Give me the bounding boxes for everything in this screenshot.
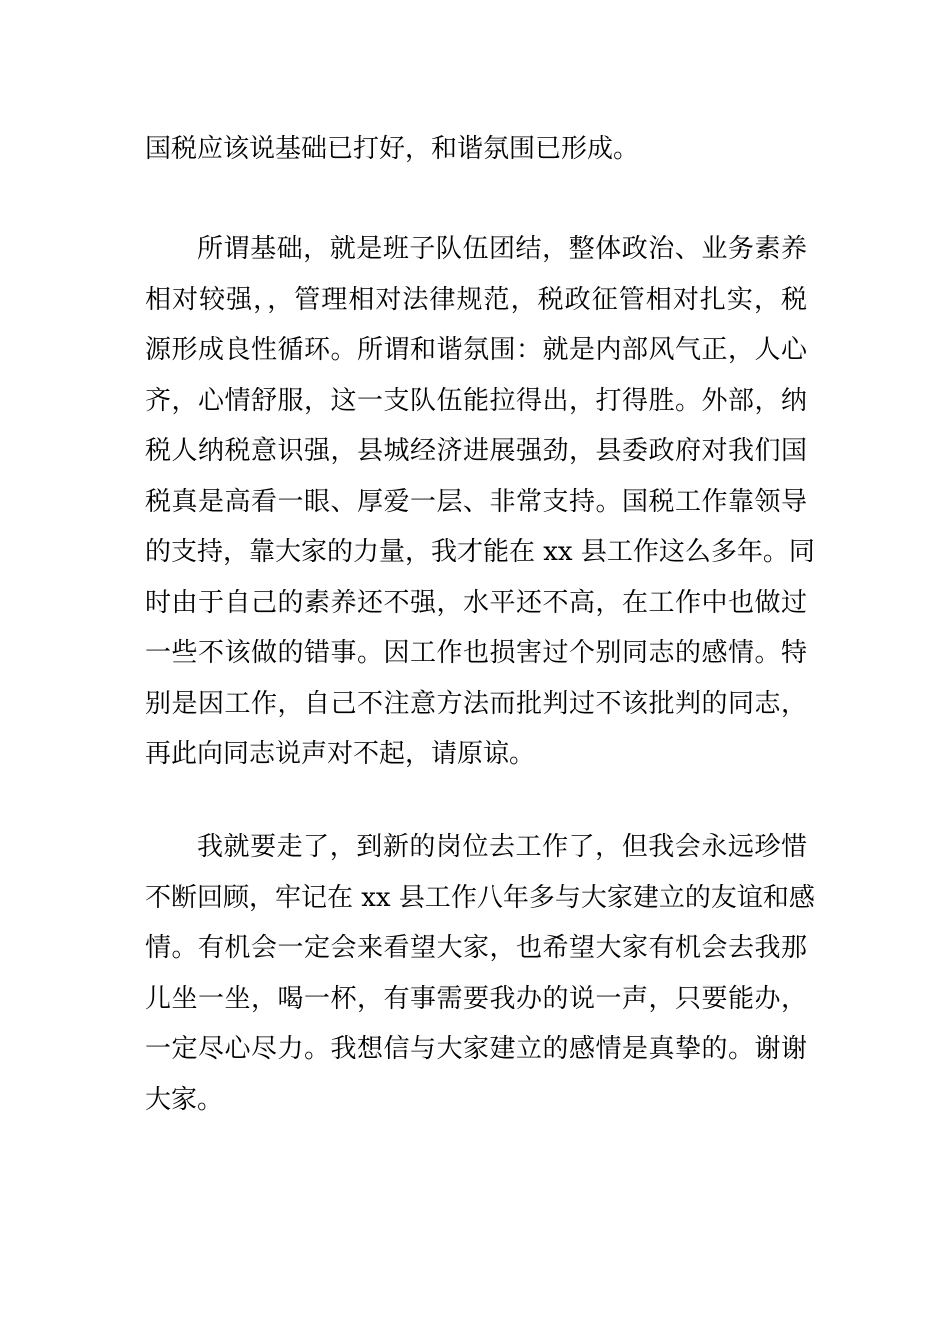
paragraph-line: 我就要走了，到新的岗位去工作了，但我会永远珍惜 — [197, 832, 807, 862]
paragraph-2 — [145, 224, 815, 780]
paragraph-line: 时由于自己的素养还不强，水平还不高，在工作中也做过 — [145, 587, 807, 618]
paragraph-line: 源形成良性循环。所谓和谐氛围：就是内部风气正，人心 — [145, 335, 807, 365]
paragraph-line: 大家。 — [145, 1084, 224, 1115]
paragraph-line: 不断回顾，牢记在 xx 县工作八年多与大家建立的友谊和感 — [145, 882, 815, 913]
paragraph-line: 国税应该说基础已打好，和谐氛围已形成。 — [145, 134, 640, 164]
paragraph-line: 再此向同志说声对不起，请原谅。 — [145, 739, 536, 769]
paragraph-line: 税人纳税意识强，县城经济进展强劲，县委政府对我们国 — [145, 436, 807, 466]
paragraph-line: 一定尽心尽力。我想信与大家建立的感情是真挚的。谢谢 — [145, 1034, 807, 1064]
paragraph-line: 齐，心情舒服，这一支队伍能拉得出，打得胜。外部，纳 — [145, 385, 807, 416]
paragraph-line: 所谓基础，就是班子队伍团结，整体政治、业务素养 — [197, 234, 807, 264]
paragraph-line: 相对较强，，管理相对法律规范，税政征管相对扎实，税 — [145, 284, 807, 315]
paragraph-line: 一些不该做的错事。因工作也损害过个别同志的感情。特 — [145, 638, 807, 668]
paragraph-line: 税真是高看一眼、厚爱一层、非常支持。国税工作靠领导 — [145, 486, 807, 517]
paragraph-line: 儿坐一坐，喝一杯，有事需要我办的说一声，只要能办， — [145, 983, 807, 1014]
paragraph-1 — [145, 124, 807, 175]
paragraph-line: 的支持，靠大家的力量，我才能在 xx 县工作这么多年。同 — [145, 537, 815, 567]
paragraph-3 — [145, 822, 815, 1125]
paragraph-line: 情。有机会一定会来看望大家，也希望大家有机会去我那 — [145, 933, 807, 963]
paragraph-line: 别是因工作，自己不注意方法而批判过不该批判的同志， — [145, 688, 807, 719]
